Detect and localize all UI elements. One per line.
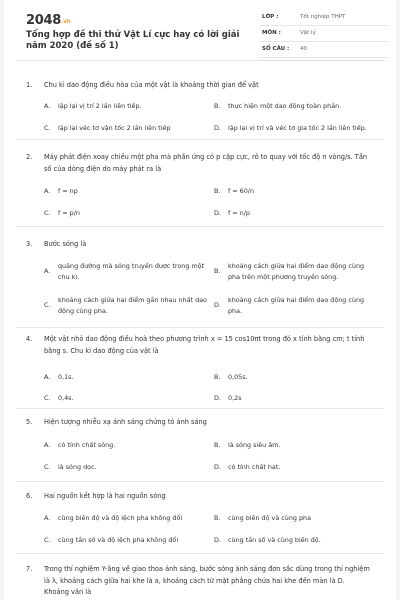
meta-key: LỚP : bbox=[262, 14, 279, 20]
logo-main: 2048 bbox=[26, 13, 61, 28]
option-text: f = n/p bbox=[228, 209, 250, 217]
option-text: có tính chất sóng. bbox=[58, 441, 116, 449]
question-text: Bước sóng là bbox=[44, 240, 87, 248]
question-text: Một vật nhỏ dao động điều hoà theo phương trình x = 15 cos10πt trong đó x tính bằng cm; t tính bằng s. Chu kì dao động của vật là bbox=[44, 335, 365, 355]
option-text: 0,2s bbox=[228, 394, 242, 402]
document-title: Tổng hợp đề thi thử Vật Lí cực hay có lời giải năm 2020 (đề số 1) bbox=[26, 30, 240, 51]
option-letter: A. bbox=[44, 102, 51, 110]
option-text: lặp lại vị trí 2 lần liên tiếp. bbox=[58, 102, 142, 110]
option-text: là sóng dọc. bbox=[58, 463, 97, 471]
option-letter: B. bbox=[214, 441, 221, 449]
question-number: 3. bbox=[26, 240, 33, 248]
option-letter: A. bbox=[44, 187, 51, 195]
option-text: lặp lại véc tơ vận tốc 2 lần liên tiếp bbox=[58, 124, 171, 132]
option-letter: D. bbox=[214, 536, 221, 544]
option-letter: B. bbox=[214, 514, 221, 522]
option-letter: C. bbox=[44, 394, 51, 402]
option-letter: C. bbox=[44, 463, 51, 471]
option-text: là sóng siêu âm. bbox=[228, 441, 281, 449]
question-5 bbox=[16, 409, 384, 482]
question-number: 4. bbox=[26, 335, 33, 343]
question-7 bbox=[16, 554, 384, 600]
option-text: khoảng cách giữa hai điểm dao động cùng pha trên một phương truyền sóng. bbox=[228, 262, 365, 281]
option-text: khoảng cách giữa hai điểm dao động cùng pha. bbox=[228, 296, 365, 315]
question-number: 5. bbox=[26, 418, 33, 426]
question-4 bbox=[16, 328, 384, 409]
option-text: 0,1s. bbox=[58, 373, 74, 381]
option-letter: C. bbox=[44, 301, 51, 309]
option-letter: B. bbox=[214, 373, 221, 381]
question-3 bbox=[16, 227, 384, 328]
question-1 bbox=[16, 61, 384, 140]
meta-key: MÔN : bbox=[262, 30, 281, 36]
meta-row-count bbox=[260, 42, 388, 58]
question-number: 2. bbox=[26, 153, 33, 161]
option-letter: A. bbox=[44, 373, 51, 381]
question-list bbox=[16, 61, 384, 600]
question-text: Hai nguồn kết hợp là hai nguồn sóng bbox=[44, 492, 166, 500]
option-letter: A. bbox=[44, 441, 51, 449]
option-text: 0,4s. bbox=[58, 394, 74, 402]
document-page bbox=[4, 0, 396, 600]
option-text: khoảng cách giữa hai điểm gần nhau nhất dao động cùng pha. bbox=[58, 296, 207, 315]
option-letter: B. bbox=[214, 102, 221, 110]
option-text: cùng tần số và độ lệch pha không đổi bbox=[58, 536, 179, 544]
question-2 bbox=[16, 140, 384, 227]
meta-key: SỐ CÂU : bbox=[262, 46, 290, 52]
option-letter: D. bbox=[214, 209, 221, 217]
meta-value: Vật lý bbox=[300, 30, 316, 36]
option-letter: B. bbox=[214, 187, 221, 195]
question-text: Chu kì dao động điều hòa của một vật là khoảng thời gian để vật bbox=[44, 81, 259, 89]
option-letter: A. bbox=[44, 267, 51, 275]
option-text: thực hiện một dao động toàn phần. bbox=[228, 102, 342, 110]
option-letter: D. bbox=[214, 394, 221, 402]
question-6 bbox=[16, 482, 384, 554]
option-text: lặp lại vị trí và véc tơ gia tốc 2 lần liên tiếp. bbox=[228, 124, 367, 132]
option-text: quãng đường mà sóng truyền được trong một chu kì. bbox=[58, 262, 205, 281]
question-number: 1. bbox=[26, 81, 33, 89]
header bbox=[16, 0, 384, 61]
meta-row-class bbox=[260, 10, 388, 26]
option-letter: A. bbox=[44, 514, 51, 522]
option-letter: C. bbox=[44, 209, 51, 217]
option-letter: D. bbox=[214, 124, 221, 132]
option-text: cùng biên độ và độ lệch pha không đổi bbox=[58, 514, 183, 522]
option-text: f = 60/n bbox=[228, 187, 255, 195]
logo-domain: .vn bbox=[60, 18, 71, 25]
question-text: Máy phát điện xoay chiều một pha mà phần ứng có p cặp cực, rô to quay với tốc độ n vòng/s. Tần số của dòng điện do máy phát ra là bbox=[44, 153, 368, 173]
meta-row-subject bbox=[260, 26, 388, 42]
question-number: 6. bbox=[26, 492, 33, 500]
option-text: f = np bbox=[58, 187, 78, 195]
meta-table bbox=[260, 10, 388, 58]
logo[interactable] bbox=[26, 13, 71, 28]
option-text: có tính chất hạt. bbox=[228, 463, 281, 471]
meta-value: 40 bbox=[300, 46, 307, 52]
option-letter: B. bbox=[214, 267, 221, 275]
meta-value: Tốt nghiệp THPT bbox=[300, 14, 346, 20]
question-text: Trong thí nghiệm Y-âng về giao thoa ánh sáng, bước sóng ánh sáng đơn sắc dùng trong thí nghiệm là λ, khoảng cách giữa hai khe là a, khoảng cách từ mặt phẳng chứa hai khe đến màn là D. Khoảng vân là bbox=[44, 565, 370, 596]
option-text: 0,05s. bbox=[228, 373, 248, 381]
question-number: 7. bbox=[26, 565, 33, 573]
option-text: cùng biên độ và cùng pha bbox=[228, 514, 312, 522]
option-letter: C. bbox=[44, 536, 51, 544]
option-text: f = p/n bbox=[58, 209, 80, 217]
option-letter: D. bbox=[214, 301, 221, 309]
option-letter: C. bbox=[44, 124, 51, 132]
question-text: Hiện tượng nhiễu xạ ánh sáng chứng tỏ ánh sáng bbox=[44, 418, 207, 426]
option-letter: D. bbox=[214, 463, 221, 471]
option-text: cùng tần số và cùng biên độ. bbox=[228, 536, 321, 544]
